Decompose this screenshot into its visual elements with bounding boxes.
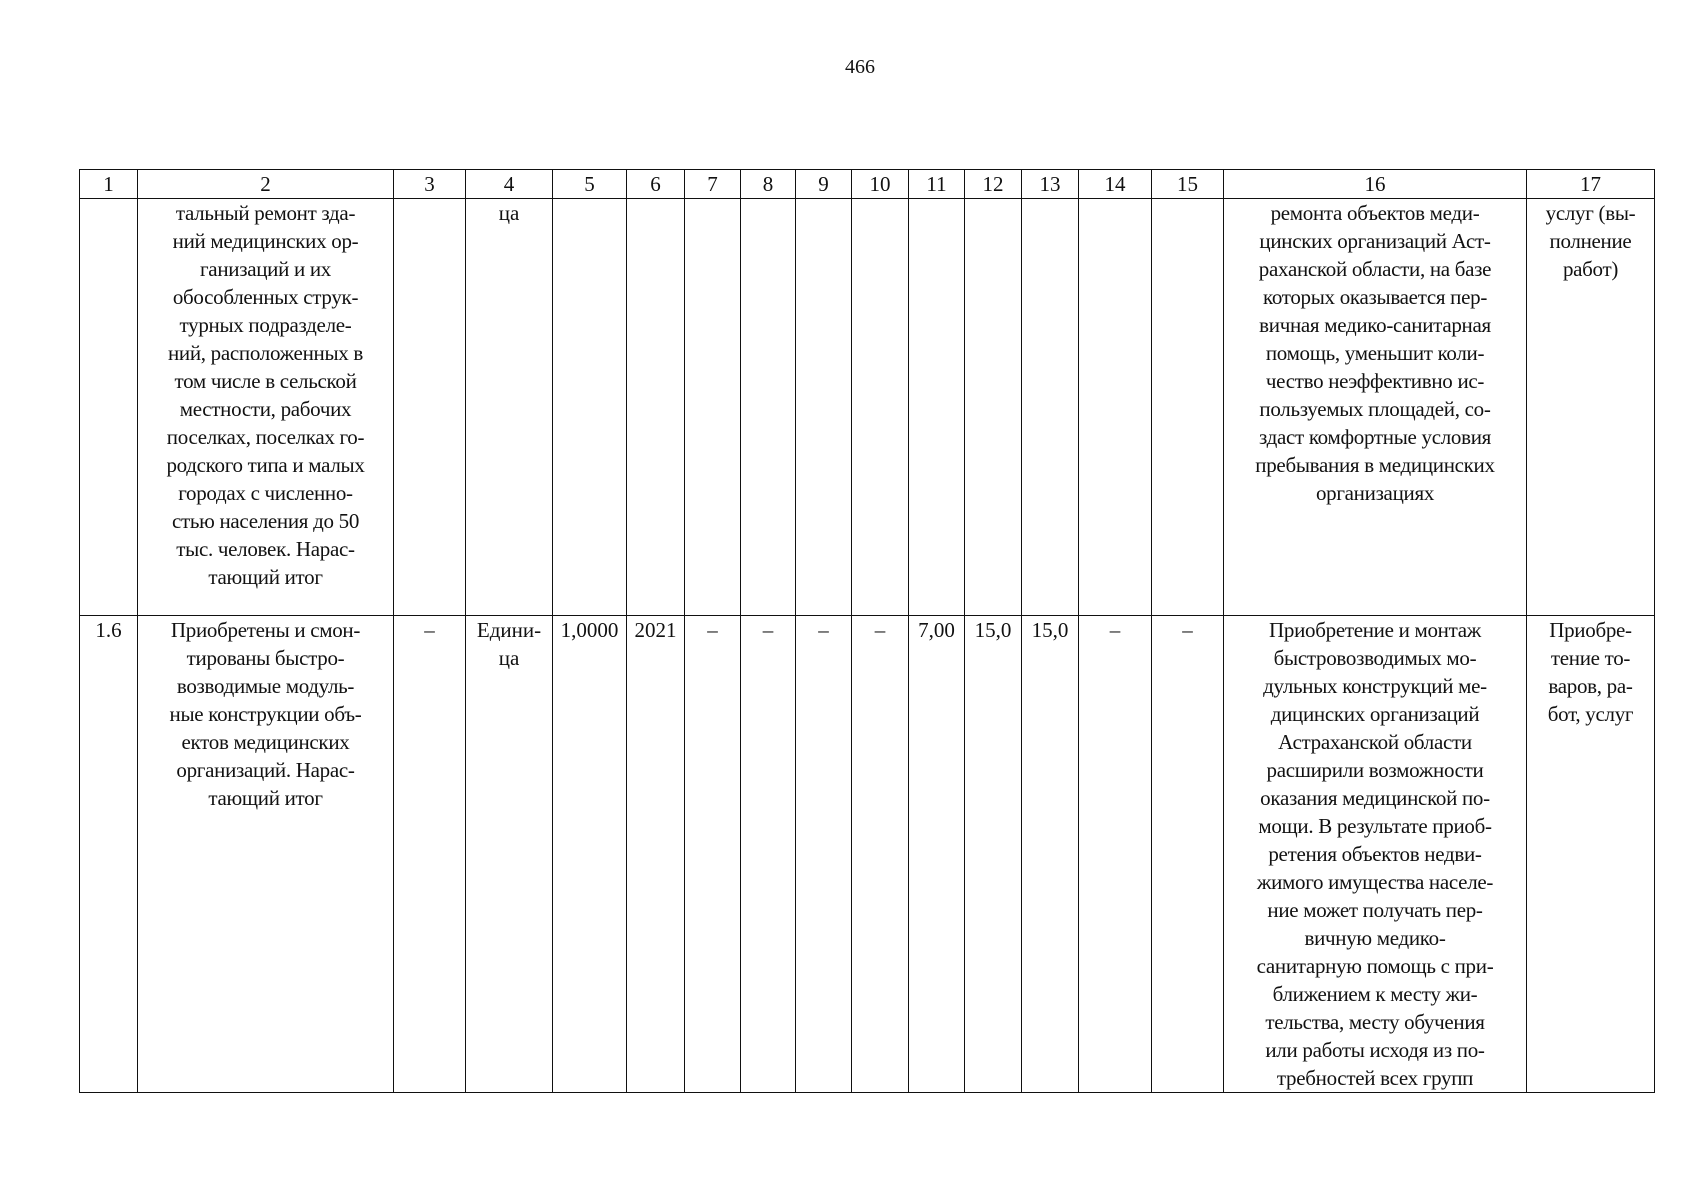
column-header: 4 <box>466 170 553 199</box>
type-cell: Приобре- тение то- варов, ра- бот, услуг <box>1527 616 1655 1093</box>
column-header: 10 <box>852 170 909 199</box>
table-cell <box>796 199 852 616</box>
column-header: 9 <box>796 170 852 199</box>
table-cell <box>685 199 741 616</box>
description-cell: ремонта объектов меди- цинских организаций Аст- раханской области, на базе которых оказывается пер- вичная медико-санитарная помощь, уменьшит коли- чество неэффективно ис- пользуемых площадей, со- здаст комфортные условия пребывания в медицинских организациях <box>1224 199 1527 616</box>
column-header: 5 <box>553 170 627 199</box>
header-row <box>80 170 1655 199</box>
table-cell <box>909 199 965 616</box>
column-header: 3 <box>394 170 466 199</box>
table-cell: – <box>1079 616 1152 1093</box>
table-cell <box>1152 199 1224 616</box>
column-header: 7 <box>685 170 741 199</box>
unit-cell: Едини- ца <box>466 616 553 1093</box>
table-cell: 15,0 <box>965 616 1022 1093</box>
data-table <box>79 169 1655 1093</box>
column-header: 11 <box>909 170 965 199</box>
table-cell <box>627 199 685 616</box>
unit-cell: ца <box>466 199 553 616</box>
table-cell: – <box>741 616 796 1093</box>
indicator-name-cell: Приобретены и смон- тированы быстро- возводимые модуль- ные конструкции объ- ектов медицинских организаций. Нарас- тающий итог <box>138 616 394 1093</box>
table-cell: – <box>1152 616 1224 1093</box>
column-header: 8 <box>741 170 796 199</box>
indicator-name-cell: тальный ремонт зда- ний медицинских ор- ганизаций и их обособленных струк- турных подразделе- ний, расположенных в том числе в сельской местности, рабочих поселках, поселках го- родского типа и малых городах с численно- стью населения до 50 тыс. человек. Нарас- тающий итог <box>138 199 394 616</box>
page-number: 466 <box>845 56 875 78</box>
column-header: 12 <box>965 170 1022 199</box>
table-cell <box>965 199 1022 616</box>
table-cell: – <box>852 616 909 1093</box>
table-cell: – <box>796 616 852 1093</box>
table-cell: 1,0000 <box>553 616 627 1093</box>
table-cell <box>741 199 796 616</box>
column-header: 17 <box>1527 170 1655 199</box>
table-cell: 15,0 <box>1022 616 1079 1093</box>
column-header: 16 <box>1224 170 1527 199</box>
column-header: 15 <box>1152 170 1224 199</box>
table-row <box>80 616 1655 1093</box>
table-cell <box>394 199 466 616</box>
table-row <box>80 199 1655 616</box>
table-cell <box>553 199 627 616</box>
column-header: 14 <box>1079 170 1152 199</box>
table-cell <box>852 199 909 616</box>
row-number-cell: 1.6 <box>80 616 138 1093</box>
column-header: 2 <box>138 170 394 199</box>
table-cell: 7,00 <box>909 616 965 1093</box>
table-cell: 2021 <box>627 616 685 1093</box>
table-cell: – <box>685 616 741 1093</box>
column-header: 6 <box>627 170 685 199</box>
column-header: 13 <box>1022 170 1079 199</box>
column-header: 1 <box>80 170 138 199</box>
table-cell <box>1079 199 1152 616</box>
row-number-cell <box>80 199 138 616</box>
type-cell: услуг (вы- полнение работ) <box>1527 199 1655 616</box>
table-cell <box>1022 199 1079 616</box>
table-cell: – <box>394 616 466 1093</box>
description-cell: Приобретение и монтаж быстровозводимых мо- дульных конструкций ме- дицинских организаций Астраханской области расширили возможности оказания медицинской по- мощи. В результате приоб- ретения объектов недви- жимого имущества населе- ние может получать пер- вичную медико- санитарную помощь с при- ближением к месту жи- тельства, месту обучения или работы исходя из по- требностей всех групп <box>1224 616 1527 1093</box>
